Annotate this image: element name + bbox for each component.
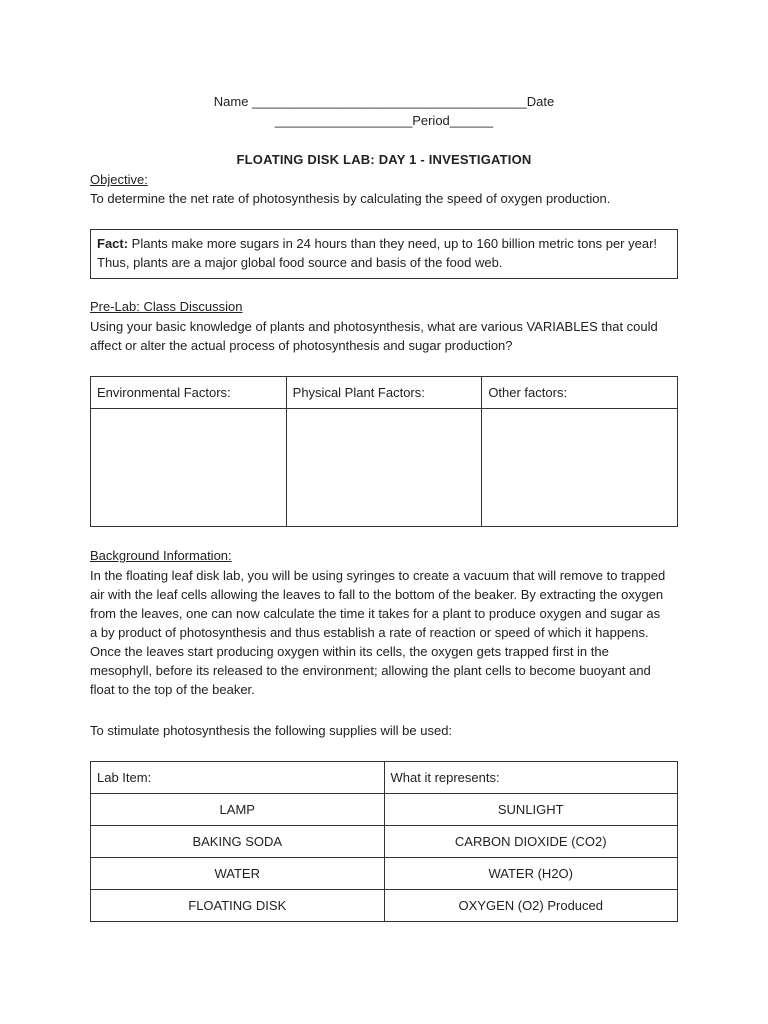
background-text: In the floating leaf disk lab, you will be using syringes to create a vacuum that will remove to trapped air with the leaf cells allowing the leaves to fall to the bottom of the beaker. By extracting the oxygen from the leaves, one can now calculate the time it takes for a plant to produce oxygen and sugar as a by product of photosynthesis and thus establish a rate of reaction or speed of which it happens. Once the leaves start producing oxygen within its cells, the oxygen gets trapped first in the mesophyll, before its released to the environment; allowing the plant cells to become buoyant and float to the top of the beaker.	[90, 568, 666, 697]
supplies-item: WATER	[91, 858, 385, 890]
table-row	[91, 858, 678, 890]
factors-table	[90, 376, 678, 527]
supplies-represents: WATER (H2O)	[384, 858, 678, 890]
name-date-line: Name ______________________________________Date	[213, 94, 555, 109]
page-title: FLOATING DISK LAB: DAY 1 - INVESTIGATION	[236, 152, 532, 167]
supplies-represents: SUNLIGHT	[384, 794, 678, 826]
supplies-item: LAMP	[91, 794, 385, 826]
supplies-item: FLOATING DISK	[91, 890, 385, 922]
factors-cell-environmental[interactable]	[91, 409, 287, 527]
background-heading: Background Information:	[90, 548, 232, 563]
objective-heading: Objective:	[90, 172, 148, 187]
fact-text: Plants make more sugars in 24 hours than they need, up to 160 billion metric tons per year! Thus, plants are a major global food source and basis of the food web.	[97, 236, 658, 270]
table-row	[91, 890, 678, 922]
period-line: ___________________Period______	[274, 113, 494, 128]
fact-box	[90, 229, 678, 279]
supplies-header-represents: What it represents:	[384, 762, 678, 794]
prelab-heading: Pre-Lab: Class Discussion	[90, 299, 243, 314]
supplies-item: BAKING SODA	[91, 826, 385, 858]
supplies-represents: OXYGEN (O2) Produced	[384, 890, 678, 922]
supplies-header-item: Lab Item:	[91, 762, 385, 794]
supplies-table	[90, 761, 678, 922]
factors-cell-other[interactable]	[482, 409, 678, 527]
objective-text: To determine the net rate of photosynthesis by calculating the speed of oxygen production.	[90, 191, 611, 206]
supplies-intro: To stimulate photosynthesis the following supplies will be used:	[90, 723, 453, 738]
factors-header-other: Other factors:	[482, 377, 678, 409]
factors-header-physical: Physical Plant Factors:	[286, 377, 482, 409]
factors-header-environmental: Environmental Factors:	[91, 377, 287, 409]
fact-label: Fact:	[97, 236, 129, 251]
table-row	[91, 826, 678, 858]
factors-cell-physical[interactable]	[286, 409, 482, 527]
prelab-question: Using your basic knowledge of plants and photosynthesis, what are various VARIABLES that could affect or alter the actual process of photosynthesis and sugar production?	[90, 319, 658, 353]
supplies-represents: CARBON DIOXIDE (CO2)	[384, 826, 678, 858]
table-row	[91, 794, 678, 826]
